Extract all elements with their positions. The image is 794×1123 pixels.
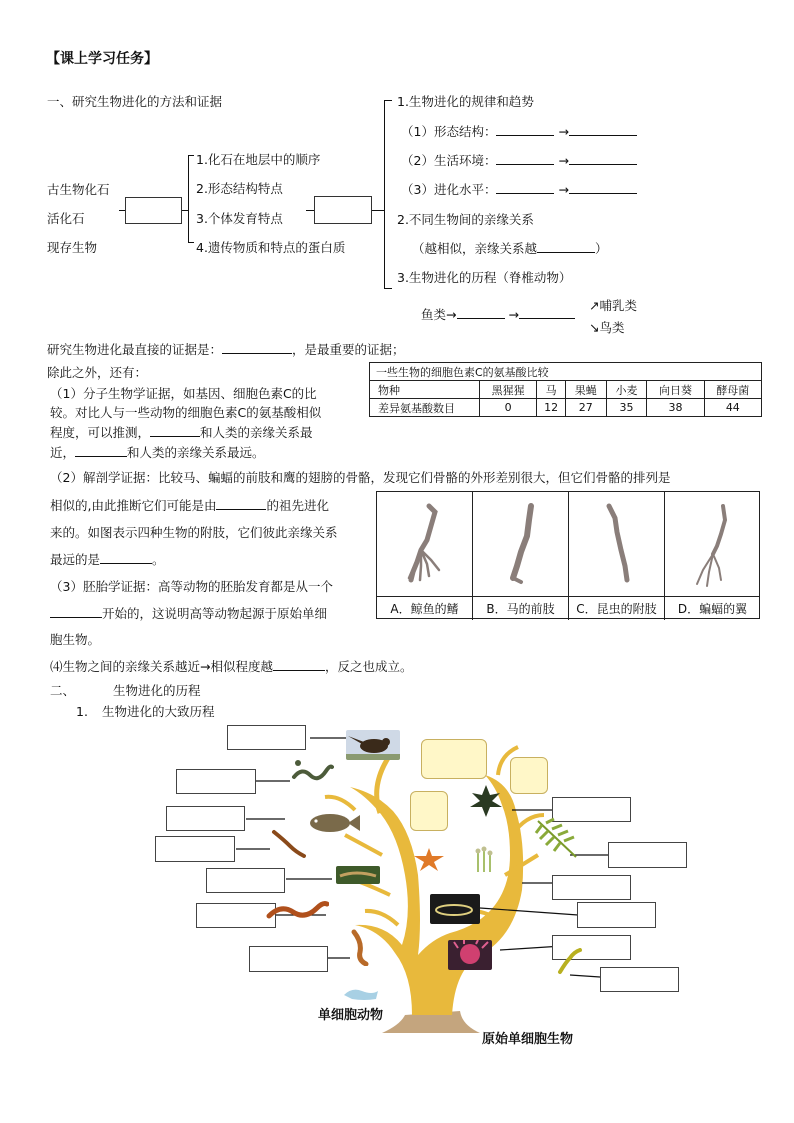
table-value: 27 (565, 399, 606, 417)
section2-sub-title: 生物进化的大致历程 (101, 704, 215, 719)
anatomy-text: 。 (152, 552, 165, 567)
rule4-text: ，反之也成立。 (324, 659, 413, 674)
limb-cell-horse (473, 492, 569, 620)
answer-blank[interactable] (496, 153, 554, 165)
answer-blank[interactable] (216, 498, 266, 510)
table-species: 向日葵 (647, 381, 704, 399)
limb-caption: A．鲸鱼的鳍 (377, 596, 472, 620)
connector-line (306, 210, 314, 211)
pine-tree-icon (468, 783, 504, 819)
table-value: 38 (647, 399, 704, 417)
insect-leg-icon (587, 500, 647, 590)
cytochrome-table (369, 362, 762, 417)
relation-post: ） (595, 241, 608, 256)
law-label: （1）形态结构： (401, 124, 497, 139)
history-mammal: ↗哺乳类 (589, 298, 637, 313)
bat-wing-icon (683, 500, 743, 590)
insect-larva-icon (346, 928, 374, 966)
answer-blank[interactable] (569, 153, 637, 165)
direct-pre: 研究生物进化最直接的证据是： (47, 342, 223, 357)
whale-flipper-icon (395, 500, 455, 590)
horse-foreleg-icon (491, 500, 551, 590)
evidence-item: 2.形态结构特点 (196, 181, 283, 196)
source-fossil: 古生物化石 (47, 182, 110, 197)
fish-icon (304, 811, 362, 835)
conclusion-answer-box[interactable] (314, 196, 372, 224)
centipede-icon (270, 828, 306, 858)
tree-yellow-answer-box[interactable] (421, 739, 487, 779)
evidence-bracket-tick (188, 242, 194, 243)
section2-title: 生物进化的历程 (113, 683, 201, 698)
arrow-icon: → (446, 307, 457, 322)
law-row-structure (401, 122, 637, 140)
answer-blank[interactable] (75, 445, 127, 457)
answer-blank[interactable] (569, 124, 637, 136)
molecular-line: （1）分子生物学证据，如基因、细胞色素C的比 (50, 386, 317, 401)
laws-title: 1.生物进化的规律和趋势 (397, 94, 534, 109)
embryo-line: （3）胚胎学证据：高等动物的胚胎发育都是从一个 (50, 579, 333, 594)
tree-answer-box[interactable] (206, 868, 285, 893)
direct-post: ，是最重要的证据； (292, 342, 405, 357)
embryo-text: 开始的，这说明高等动物起源于原始单细 (102, 606, 328, 621)
laws-bracket-tick (384, 100, 392, 101)
history-bird: ↘鸟类 (589, 320, 625, 335)
tree-answer-box[interactable] (166, 806, 245, 831)
tree-branch (325, 797, 355, 810)
source-living-organism: 现存生物 (47, 240, 98, 255)
answer-blank[interactable] (569, 182, 637, 194)
tree-answer-box[interactable] (552, 875, 631, 900)
tree-yellow-answer-box[interactable] (510, 757, 548, 794)
evidence-bracket (188, 155, 189, 243)
tree-answer-box[interactable] (227, 725, 306, 750)
answer-blank[interactable] (273, 659, 325, 671)
anatomy-line: （2）解剖学证据：比较马、蝙蝠的前肢和鹰的翅膀的骨骼，发现它们骨骼的外形差别很大，但它们骨骼的排列是 (50, 470, 671, 485)
moss-icon (472, 846, 496, 874)
law-label: （2）生活环境： (401, 153, 497, 168)
table-header-cell: 物种 (370, 381, 480, 399)
protozoa-icon (340, 983, 382, 1003)
limb-cell-insect (569, 492, 665, 620)
laws-bracket (384, 100, 385, 289)
snake-icon (290, 757, 334, 783)
tree-answer-box[interactable] (176, 769, 256, 794)
answer-blank[interactable] (496, 182, 554, 194)
direct-evidence (47, 340, 405, 358)
rule4-text: ⑷生物之间的亲缘关系越近→相似程度越 (50, 659, 273, 674)
limb-cell-bat (665, 492, 761, 620)
relation-note (412, 239, 608, 257)
fern-icon (532, 817, 582, 861)
anatomy-line-4 (50, 550, 165, 568)
table-species: 酵母菌 (704, 381, 761, 399)
anatomy-text: 最远的是 (50, 552, 101, 567)
limb-comparison-table (376, 491, 760, 619)
history-title: 3.生物进化的历程（脊椎动物） (397, 270, 572, 285)
source-living-fossil: 活化石 (47, 211, 85, 226)
tree-answer-box[interactable] (608, 842, 687, 868)
arrow-icon: → (508, 307, 519, 322)
table-row-label: 差异氨基酸数目 (370, 399, 480, 417)
lizard-icon (336, 866, 380, 884)
arrow-icon: → (558, 182, 569, 197)
embryo-line-2 (50, 604, 327, 622)
relation-title: 2.不同生物间的亲缘关系 (397, 212, 534, 227)
besides-text: 除此之外，还有： (47, 365, 148, 380)
rule-4 (50, 657, 413, 675)
molecular-line: 较。对比人与一些动物的细胞色素C的氨基酸相似 (50, 405, 322, 420)
answer-blank[interactable] (519, 307, 575, 319)
tree-answer-box[interactable] (577, 902, 656, 928)
evidence-item: 1.化石在地层中的顺序 (196, 152, 321, 167)
table-value: 12 (537, 399, 566, 417)
law-label: （3）进化水平： (401, 182, 497, 197)
limb-caption: B．马的前肢 (473, 596, 568, 620)
molecular-text: 和人类的亲缘关系最远。 (127, 445, 265, 460)
limb-caption: C．昆虫的附肢 (569, 596, 664, 620)
tree-answer-box[interactable] (249, 946, 328, 972)
table-row (370, 399, 762, 417)
molecular-text: 近， (50, 445, 76, 460)
sea-anemone-icon (448, 940, 492, 970)
label-unicellular-animal: 单细胞动物 (318, 1008, 384, 1023)
tree-answer-box[interactable] (155, 836, 235, 862)
table-title: 一些生物的细胞色素C的氨基酸比较 (370, 363, 762, 381)
answer-blank[interactable] (50, 606, 102, 618)
earthworm-icon (265, 898, 329, 922)
method-answer-box[interactable] (125, 197, 182, 224)
anatomy-line-2 (50, 496, 329, 514)
tree-branch (345, 835, 382, 855)
arrow-icon: → (558, 124, 569, 139)
table-species: 小麦 (606, 381, 647, 399)
table-species: 马 (537, 381, 566, 399)
section2-num: 二、 (50, 683, 76, 698)
limb-cell-whale (377, 492, 473, 620)
evidence-item: 3.个体发育特点 (196, 211, 283, 226)
arrow-icon: → (558, 153, 569, 168)
table-species: 黑猩猩 (480, 381, 537, 399)
law-row-level (401, 180, 637, 198)
evidence-item: 4.遗传物质和特点的蛋白质 (196, 240, 346, 255)
anatomy-text: 相似的,由此推断它们可能是由 (50, 498, 217, 513)
laws-bracket-tick (384, 288, 392, 289)
alga-icon (556, 948, 584, 976)
table-value: 44 (704, 399, 761, 417)
limb-caption: D．蝙蝠的翼 (665, 596, 760, 620)
flatworm-icon (430, 894, 480, 924)
molecular-text: 程度，可以推测， (50, 425, 151, 440)
molecular-text: 和人类的亲缘关系最 (200, 425, 313, 440)
section2-sub-num: 1. (76, 704, 88, 719)
answer-blank[interactable] (150, 425, 200, 437)
history-fish: 鱼类 (421, 307, 447, 322)
section1-title: 一、研究生物进化的方法和证据 (47, 94, 223, 109)
answer-blank[interactable] (100, 552, 152, 564)
tree-answer-box[interactable] (600, 967, 679, 992)
tree-answer-box[interactable] (196, 903, 276, 928)
table-value: 35 (606, 399, 647, 417)
starfish-icon (412, 846, 446, 872)
evidence-bracket-tick (188, 155, 194, 156)
bird-icon (346, 730, 400, 760)
anatomy-line: 来的。如图表示四种生物的附肢，它们彼此亲缘关系 (50, 525, 338, 540)
molecular-line-4 (50, 443, 265, 461)
section2-heading (50, 681, 201, 699)
history-chain (421, 305, 575, 323)
label-primitive-unicellular: 原始单细胞生物 (482, 1032, 574, 1047)
answer-blank[interactable] (496, 124, 554, 136)
page-title: 【课上学习任务】 (46, 51, 158, 67)
tree-yellow-answer-box[interactable] (410, 791, 448, 831)
table-species: 果蝇 (565, 381, 606, 399)
embryo-line: 胞生物。 (50, 632, 101, 647)
table-header-row (370, 381, 762, 399)
molecular-line-3 (50, 423, 313, 441)
law-row-environment (401, 151, 637, 169)
answer-blank[interactable] (537, 241, 595, 253)
anatomy-text: 的祖先进化 (266, 498, 329, 513)
answer-blank[interactable] (457, 307, 505, 319)
relation-pre: （越相似，亲缘关系越 (412, 241, 538, 256)
tree-branch (365, 911, 398, 925)
connector-line (372, 210, 384, 211)
table-value: 0 (480, 399, 537, 417)
answer-blank[interactable] (222, 342, 292, 354)
